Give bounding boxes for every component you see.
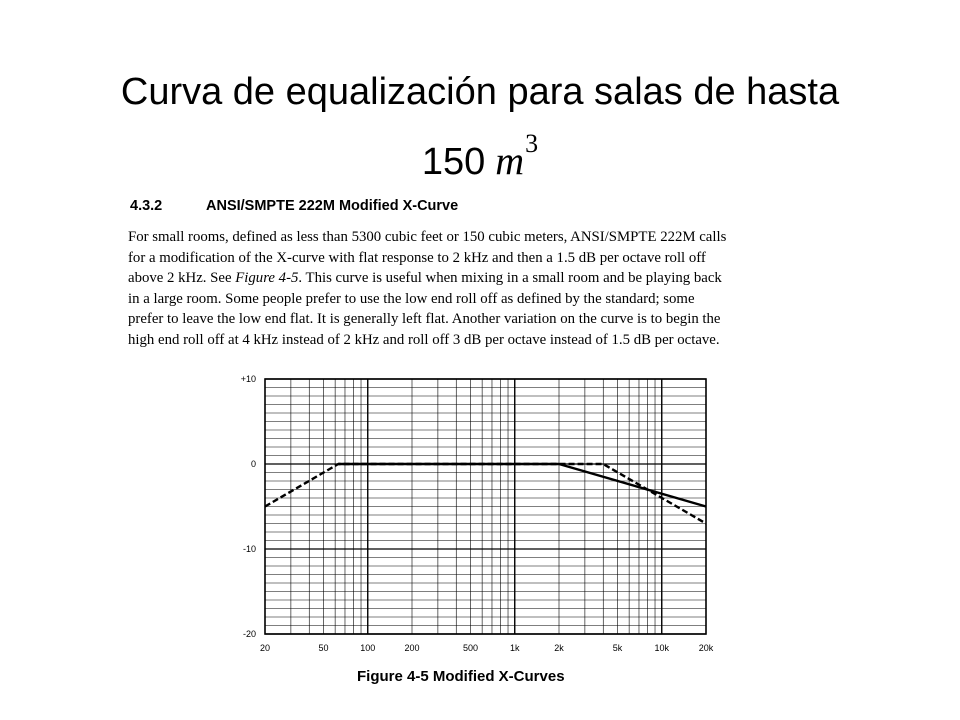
body-paragraph <box>128 227 848 350</box>
x-tick-label: 5k <box>612 643 623 653</box>
x-tick-label: 200 <box>404 643 420 653</box>
paragraph-line: high end roll off at 4 kHz instead of 2 kHz and roll off 3 dB per octave instead of 1.5 dB per octave. <box>128 331 720 348</box>
title-unit: m <box>495 138 525 183</box>
x-axis-labels <box>260 643 714 653</box>
figure-reference: Figure 4-5 <box>235 270 299 286</box>
series-layer <box>265 464 706 524</box>
grid-minor <box>265 379 706 634</box>
x-tick-label: 100 <box>360 643 376 653</box>
slide-title <box>0 66 960 188</box>
y-tick-label: -20 <box>242 629 256 639</box>
x-tick-label: 20 <box>259 643 271 653</box>
paragraph-line: For small rooms, defined as less than 5300 cubic feet or 150 cubic meters, ANSI/SMPTE 222M calls <box>128 229 727 245</box>
x-tick-label: 1k <box>509 643 520 653</box>
section-heading <box>130 198 458 214</box>
title-line-1: Curva de equalización para salas de hasta <box>120 71 840 113</box>
x-tick-label: 2k <box>554 643 564 653</box>
title-unit-exponent: 3 <box>525 129 539 158</box>
y-axis-labels <box>241 374 256 639</box>
series-dashed-curve <box>265 464 706 524</box>
paragraph-line <box>128 268 848 289</box>
paragraph-line: for a modification of the X-curve with flat response to 2 kHz and then a 1.5 dB per octave roll off <box>128 249 706 266</box>
x-tick-label: 20k <box>698 643 714 653</box>
paragraph-line: in a large room. Some people prefer to use the low end roll off as defined by the standard; some <box>128 290 695 307</box>
figure-caption: Figure 4-5 Modified X-Curves <box>357 668 565 685</box>
paragraph-text: . This curve is useful when mixing in a small room and be playing back <box>298 270 722 286</box>
x-tick-label: 10k <box>654 643 670 653</box>
section-title: ANSI/SMPTE 222M Modified X-Curve <box>206 198 459 214</box>
y-tick-label: 0 <box>250 459 256 469</box>
section-number: 4.3.2 <box>130 198 163 214</box>
x-curve-chart <box>230 370 720 660</box>
title-line-2 <box>0 118 960 188</box>
y-tick-label: +10 <box>240 374 256 384</box>
x-tick-label: 50 <box>318 643 329 653</box>
y-tick-label: -10 <box>242 544 256 554</box>
paragraph-text: above 2 kHz. See <box>128 270 236 286</box>
series-solid-curve <box>338 464 706 507</box>
x-tick-label: 500 <box>462 643 479 653</box>
paragraph-line: prefer to leave the low end flat. It is generally left flat. Another variation on the curve is to begin the <box>128 311 721 327</box>
title-number: 150 <box>421 141 486 183</box>
